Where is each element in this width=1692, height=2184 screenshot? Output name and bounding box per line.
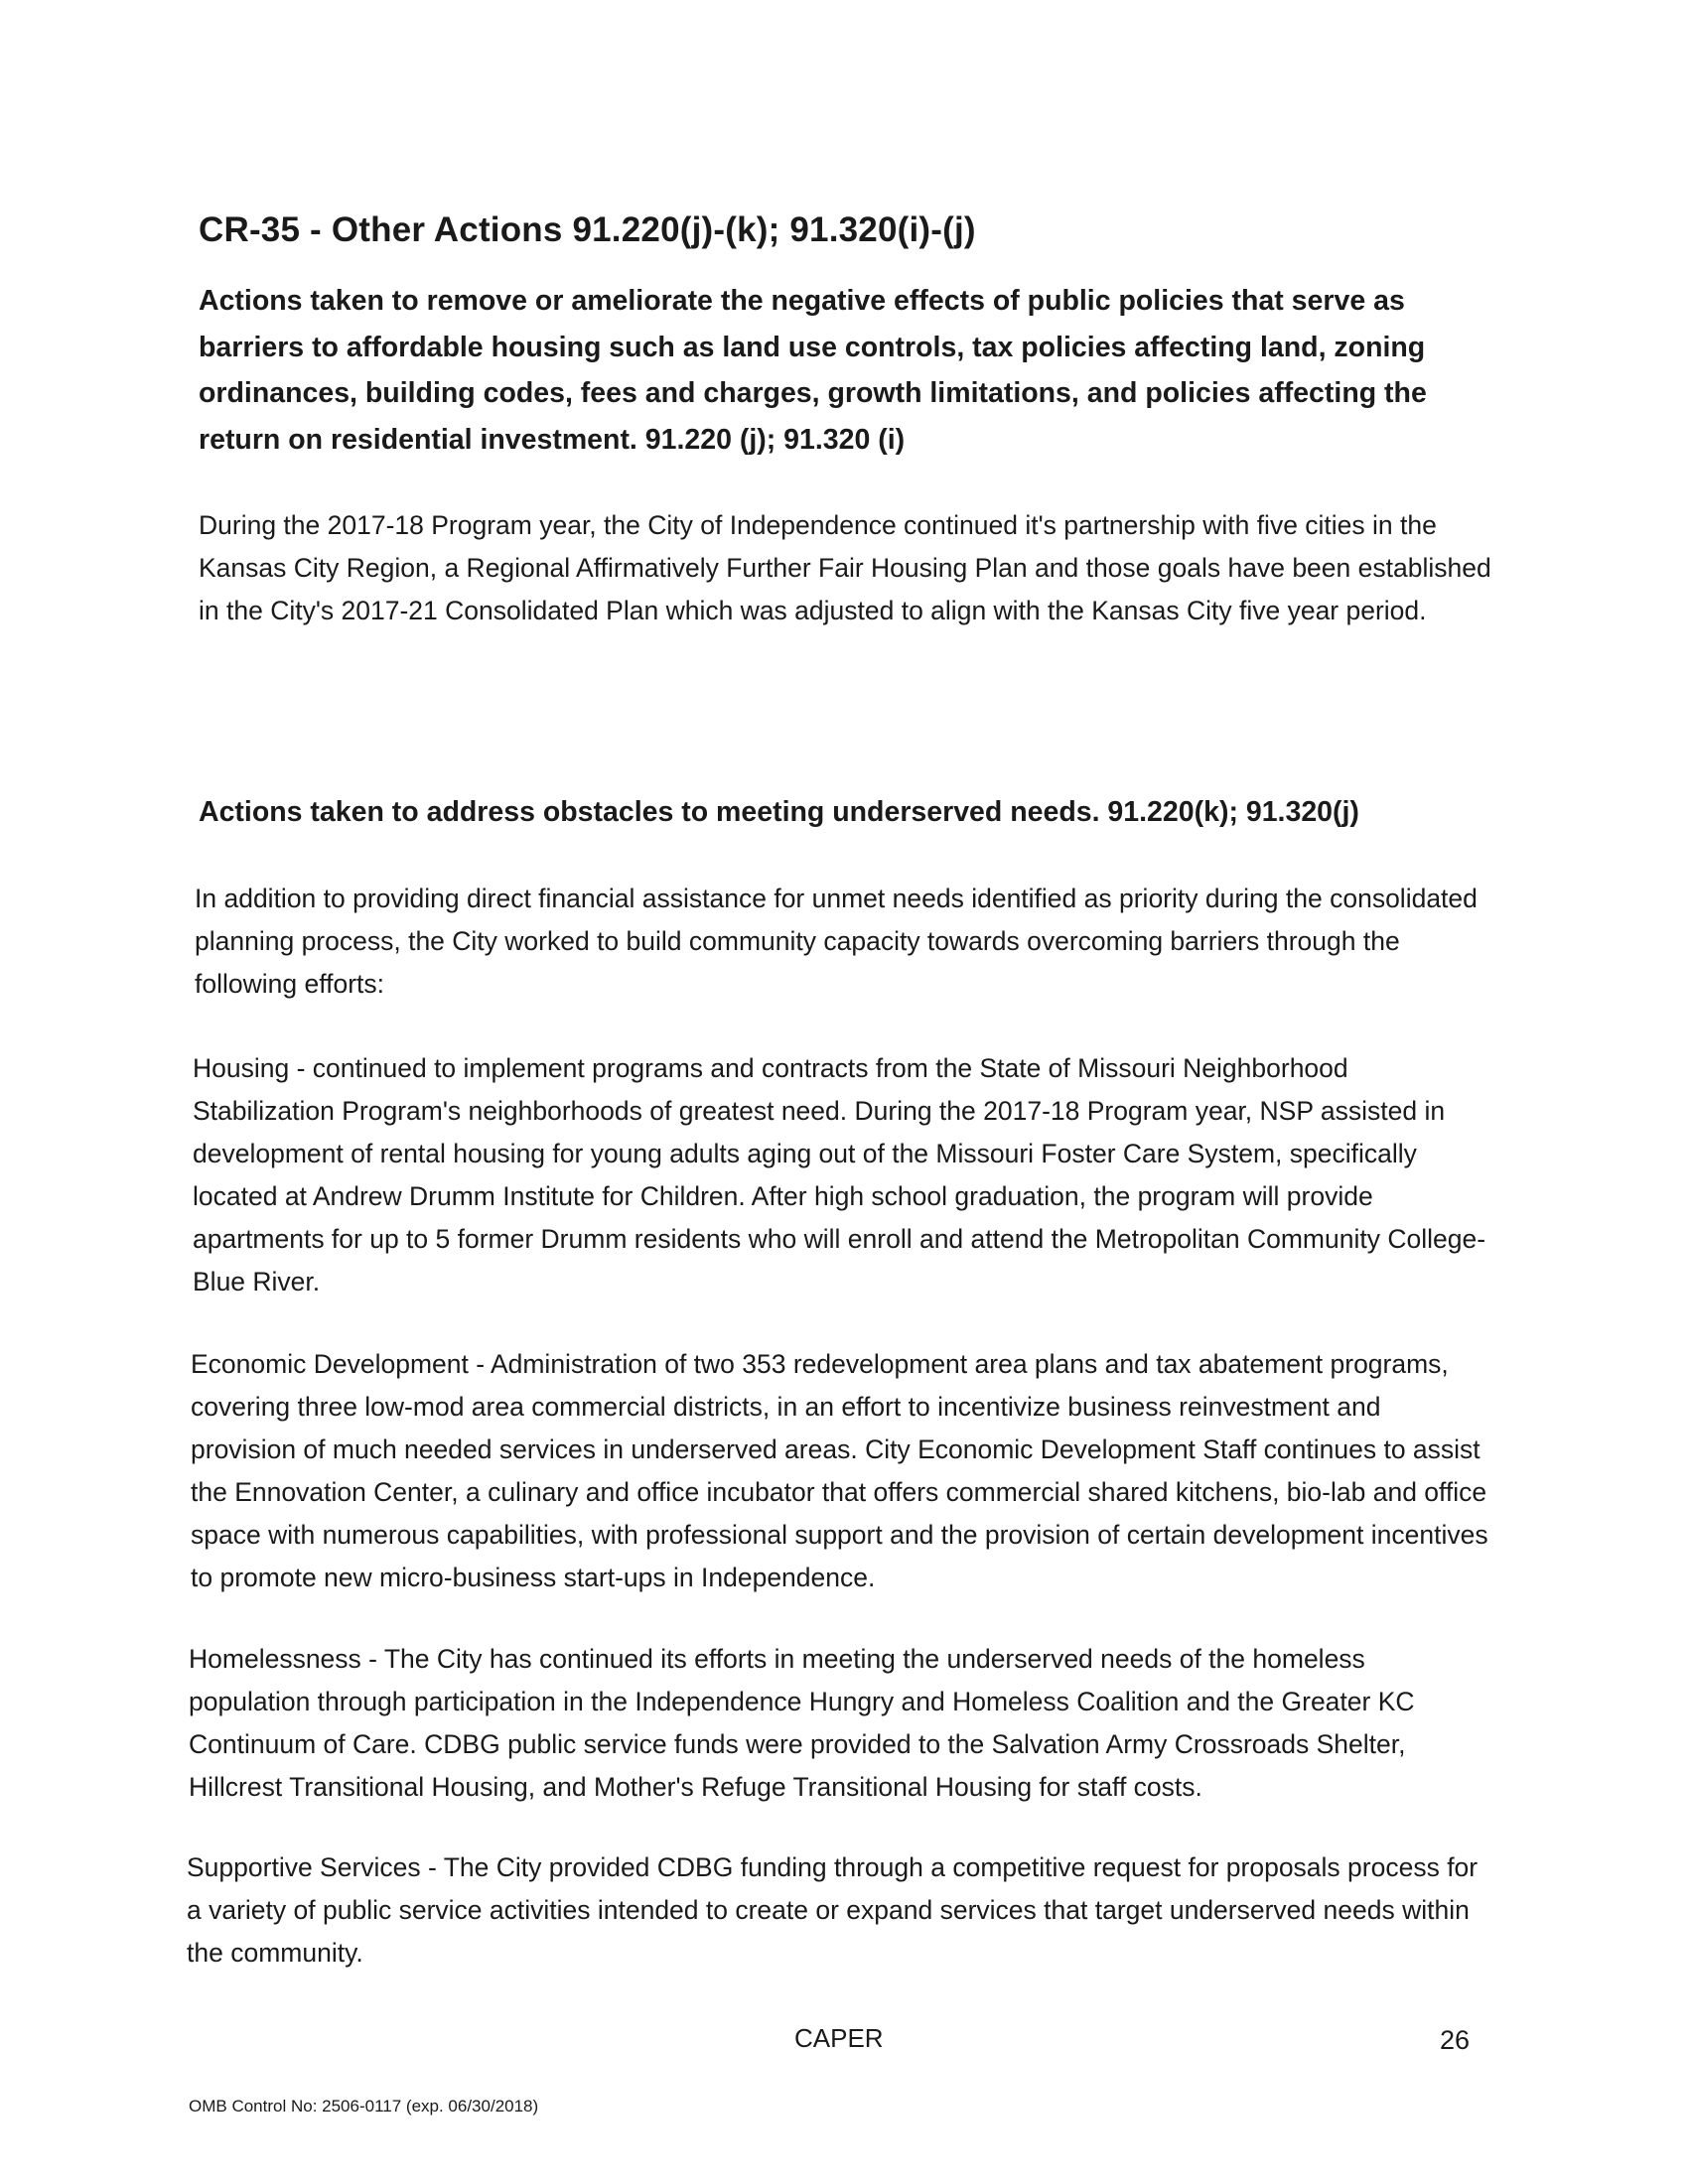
paragraph-fair-housing-plan: During the 2017-18 Program year, the City of Independence continued it's partnership with five cities in the Kansas City Region, a Regional Affirmatively Further Fair Housing Plan and those goals have been established in the City's 2017-21 Consolidated Plan which was adjusted to align with the Kansas City five year period. [199, 510, 1491, 625]
omb-control-number: OMB Control No: 2506-0117 (exp. 06/30/2018) [189, 2097, 539, 2116]
subheading-barriers-affordable-housing: Actions taken to remove or ameliorate the negative effects of public policies that serve as barriers to affordable housing such as land use controls, tax policies affecting land, zoning ordinances, building codes, fees and charges, growth limitations, and policies affecting the return on residential investment. 91.220 (j); 91.320 (i) [199, 285, 1427, 456]
footer-caper-label: CAPER [794, 2023, 884, 2053]
page-number: 26 [1440, 2025, 1471, 2055]
section-title: CR-35 - Other Actions 91.220(j)-(k); 91.320(i)-(j) [199, 210, 976, 249]
paragraph-economic-development: Economic Development - Administration of two 353 redevelopment area plans and tax abatement programs, covering three low-mod area commercial districts, in an effort to incentivize business reinvestment and provision of much needed services in underserved areas. City Economic Development Staff continues to assist the Ennovation Center, a culinary and office incubator that offers commercial shared kitchens, bio-lab and office space with numerous capabilities, with professional support and the provision of certain development incentives to promote new micro-business start-ups in Independence. [191, 1349, 1488, 1592]
paragraph-homelessness: Homelessness - The City has continued its efforts in meeting the underserved needs of the homeless population through participation in the Independence Hungry and Homeless Coalition and the Greater KC Continuum of Care. CDBG public service funds were provided to the Salvation Army Crossroads Shelter, Hillcrest Transitional Housing, and Mother's Refuge Transitional Housing for staff costs. [189, 1644, 1415, 1802]
paragraph-supportive-services: Supportive Services - The City provided CDBG funding through a competitive request for proposals process for a variety of public service activities intended to create or expand services that target underserved needs within the community. [187, 1852, 1479, 1968]
paragraph-community-capacity: In addition to providing direct financial assistance for unmet needs identified as priority during the consolidated planning process, the City worked to build community capacity towards overcoming barriers through the following efforts: [195, 884, 1478, 999]
paragraph-housing: Housing - continued to implement programs and contracts from the State of Missouri Neighborhood Stabilization Program's neighborhoods of greatest need. During the 2017-18 Program year, NSP assisted in development of rental housing for young adults aging out of the Missouri Foster Care System, specifically located at Andrew Drumm Institute for Children. After high school graduation, the program will provide apartments for up to 5 former Drumm residents who will enroll and attend the Metropolitan Community College-Blue River. [193, 1053, 1486, 1297]
subheading-underserved-needs: Actions taken to address obstacles to meeting underserved needs. 91.220(k); 91.320(j) [199, 796, 1359, 828]
